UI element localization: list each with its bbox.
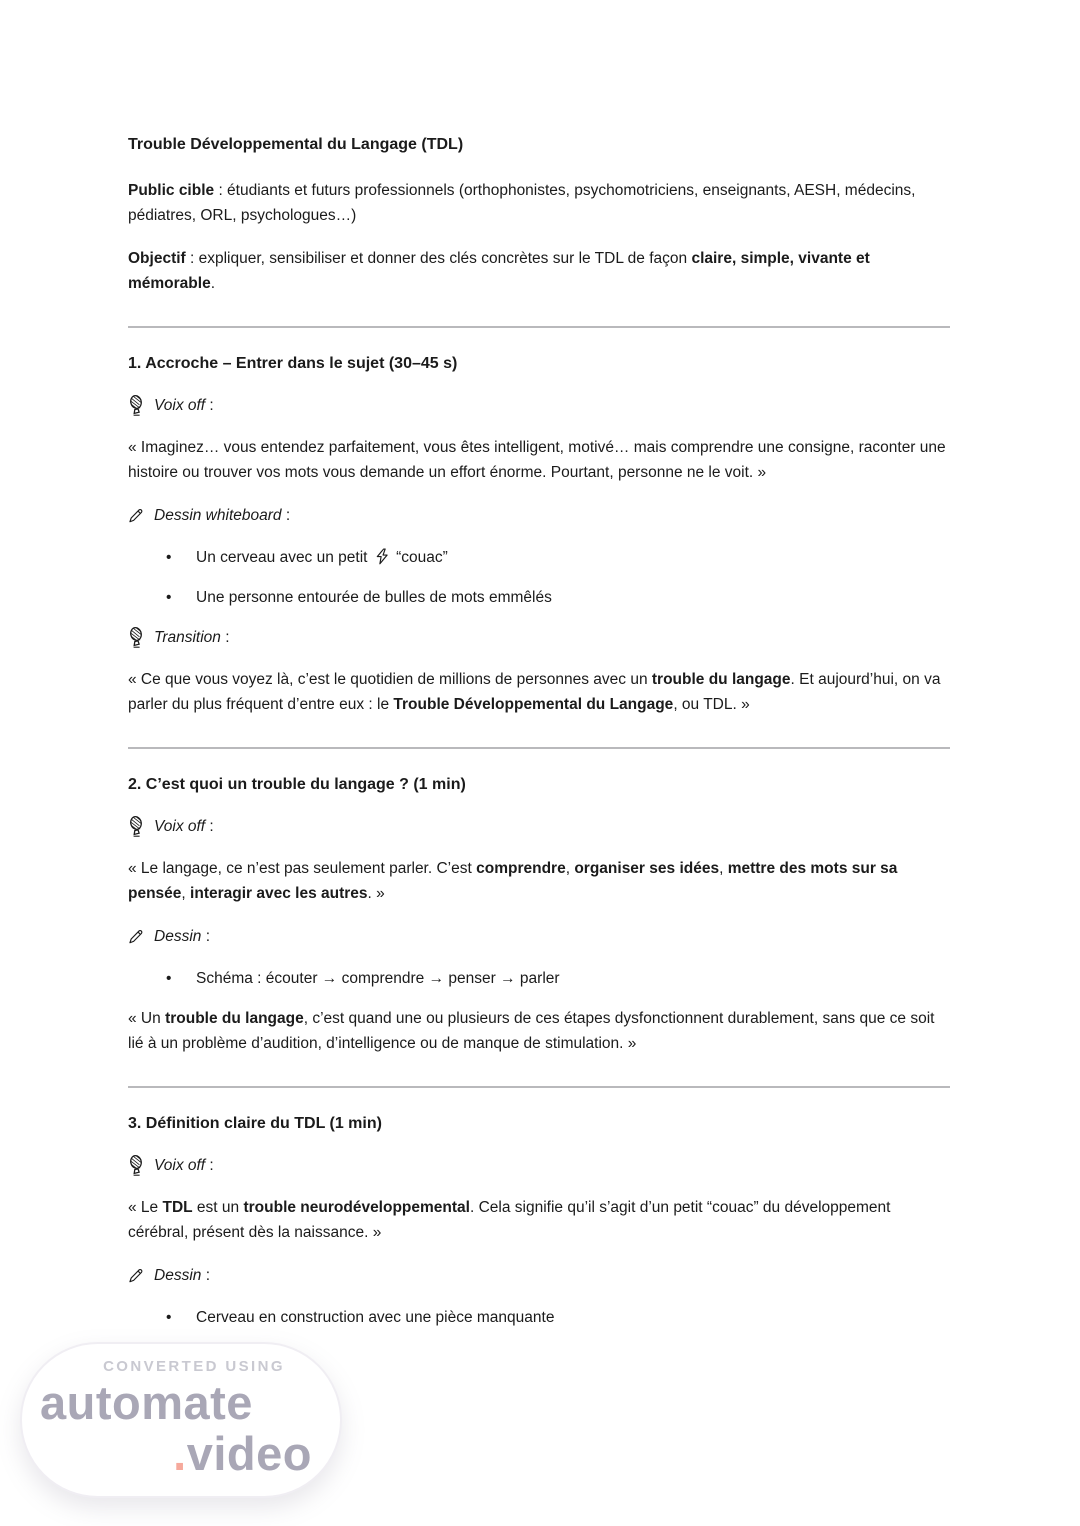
bullet-item: • Cerveau en construction avec une pièce manquante [128,1305,950,1330]
microphone-icon [128,1155,144,1176]
drawing-bullet-list [128,966,950,991]
intro-paragraph-public-cible: Public cible : étudiants et futurs professionnels (orthophonistes, psychomotriciens, enseignants, AESH, médecins, pédiatres, ORL, psychologues…) [128,182,916,224]
watermark [20,1342,342,1498]
section-1-heading: 1. Accroche – Entrer dans le sujet (30–45 s) [128,355,458,372]
microphone-icon [128,816,144,837]
section-2-trouble-du-langage [128,772,950,1056]
watermark-brand-automate: automate [40,1376,253,1429]
section-3-heading: 3. Définition claire du TDL (1 min) [128,1115,382,1132]
transition-label: Transition : [154,629,230,646]
drawing-label: Dessin whiteboard : [154,507,291,524]
section-divider [128,1086,950,1088]
pencil-icon [128,928,144,945]
drawing-bullet-list [128,545,950,610]
section-divider [128,747,950,749]
bullet-item: • Un cerveau avec un petit “couac” [128,545,950,570]
section-2-heading: 2. C’est quoi un trouble du langage ? (1 min) [128,776,466,793]
voiceover-label-row [128,393,950,418]
script-paragraph: « Un trouble du langage, c’est quand une ou plusieurs de ces étapes dysfonctionnent durablement, sans que ce soit lié à un problème d’audition, d’intelligence ou de manque de stimulation. » [128,1010,935,1052]
watermark-converted-text: CONVERTED USING [103,1358,285,1375]
script-paragraph: « Le TDL est un trouble neurodéveloppemental. Cela signifie qu’il s’agit d’un petit “couac” du développement cérébral, présent dès la naissance. » [128,1199,891,1241]
drawing-label: Dessin : [154,1267,211,1284]
section-3-definition-tdl [128,1111,950,1330]
section-1-accroche [128,351,950,717]
bullet-item: • Schéma : écouter → comprendre → penser → parler [128,966,950,991]
microphone-icon [128,627,144,648]
script-paragraph: « Imaginez… vous entendez parfaitement, vous êtes intelligent, motivé… mais comprendre une consigne, raconter une histoire ou trouver vos mots vous demande un effort énorme. Pourtant, personne ne le voit. » [128,439,946,481]
pencil-icon [128,1267,144,1284]
drawing-label-row [128,503,950,528]
transition-label-row [128,625,950,650]
drawing-bullet-list [128,1305,950,1330]
watermark-brand-tld: video [186,1427,312,1480]
lightning-icon [375,548,389,565]
microphone-icon [128,395,144,416]
script-paragraph: « Le langage, ce n’est pas seulement parler. C’est comprendre, organiser ses idées, mettre des mots sur sa pensée, interagir avec les autres. » [128,860,898,902]
page-title: Trouble Développemental du Langage (TDL) [128,136,464,153]
voiceover-label: Voix off : [154,818,214,835]
voiceover-label: Voix off : [154,397,214,414]
intro-paragraph-objectif: Objectif : expliquer, sensibiliser et donner des clés concrètes sur le TDL de façon claire, simple, vivante et mémorable. [128,250,870,292]
voiceover-label-row [128,814,950,839]
voiceover-label-row [128,1153,950,1178]
bullet-item: • Une personne entourée de bulles de mots emmêlés [128,585,950,610]
watermark-brand-dot: . [173,1427,187,1480]
voiceover-label: Voix off : [154,1157,214,1174]
drawing-label-row [128,1263,950,1288]
script-paragraph: « Ce que vous voyez là, c’est le quotidien de millions de personnes avec un trouble du langage. Et aujourd’hui, on va parler du plus fréquent d’entre eux : le Trouble Développemental du Langage, ou TDL. » [128,671,941,713]
watermark-brand-video [22,1428,340,1479]
drawing-label-row [128,924,950,949]
pencil-icon [128,507,144,524]
drawing-label: Dessin : [154,928,211,945]
section-divider [128,326,950,328]
